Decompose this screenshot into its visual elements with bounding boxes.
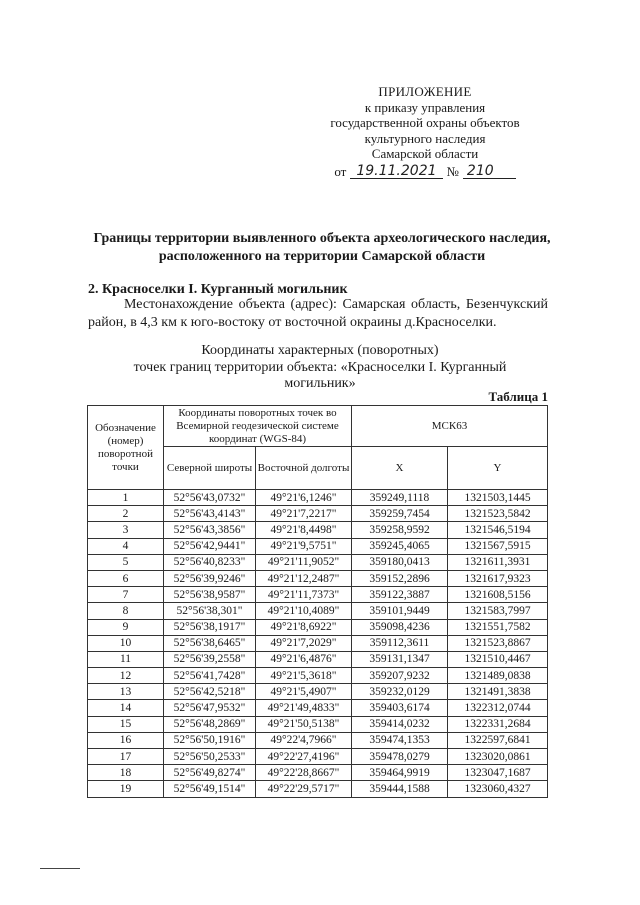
cell-north-latitude: 52°56'48,2869" [164,716,256,732]
cell-y: 1323060,4327 [448,781,548,797]
document-title-line: Границы территории выявленного объекта археологического наследия, [93,231,551,246]
appendix-title: ПРИЛОЖЕНИЕ [378,84,472,99]
table-row [88,716,548,732]
cell-y: 1321523,5842 [448,506,548,522]
cell-y: 1321551,7582 [448,619,548,635]
cell-point-number: 2 [88,506,164,522]
cell-east-longitude: 49°21'7,2029" [256,635,352,651]
table-row [88,587,548,603]
cell-x: 359122,3887 [352,587,448,603]
cell-north-latitude: 52°56'41,7428" [164,668,256,684]
cell-point-number: 1 [88,490,164,506]
cell-point-number: 19 [88,781,164,797]
document-title [62,230,582,266]
cell-point-number: 14 [88,700,164,716]
cell-x: 359403,6174 [352,700,448,716]
appendix-block [300,84,550,179]
cell-x: 359101,9449 [352,603,448,619]
cell-north-latitude: 52°56'42,5218" [164,684,256,700]
appendix-line: культурного наследия [364,130,486,146]
cell-east-longitude: 49°21'49,4833" [256,700,352,716]
document-title-line: расположенного на территории Самарской области [158,249,486,264]
cell-north-latitude: 52°56'50,1916" [164,732,256,748]
coordinates-caption-line: точек границ территории объекта: «Красноселки I. Курганный [133,359,507,375]
location-text: Местонахождение объекта (адрес): Самарская область, Безенчукский район, в 4,3 км к юго-востоку от восточной окраины д.Красноселки. [88,297,548,330]
cell-north-latitude: 52°56'43,3856" [164,522,256,538]
cell-point-number: 5 [88,554,164,570]
header-wgs84: Координаты поворотных точек во Всемирной геодезической системе координат (WGS-84) [164,406,352,447]
cell-point-number: 7 [88,587,164,603]
cell-point-number: 8 [88,603,164,619]
table-row [88,603,548,619]
table-row [88,651,548,667]
cell-point-number: 16 [88,732,164,748]
cell-north-latitude: 52°56'38,6465" [164,635,256,651]
cell-east-longitude: 49°22'4,7966" [256,732,352,748]
cell-east-longitude: 49°21'7,2217" [256,506,352,522]
cell-east-longitude: 49°21'5,3618" [256,668,352,684]
cell-x: 359152,2896 [352,570,448,586]
cell-y: 1321546,5194 [448,522,548,538]
header-designation: Обозначение (номер) поворотной точки [88,406,164,490]
cell-x: 359258,9592 [352,522,448,538]
cell-y: 1322312,0744 [448,700,548,716]
table-header-row [88,406,548,447]
table-body [88,490,548,798]
cell-north-latitude: 52°56'49,1514" [164,781,256,797]
cell-y: 1321611,3931 [448,554,548,570]
cell-point-number: 15 [88,716,164,732]
table-row [88,538,548,554]
appendix-line: государственной охраны объектов [330,115,520,130]
handwritten-number: 210 [463,164,516,179]
coordinates-caption-line: Координаты характерных (поворотных) [201,343,439,358]
cell-x: 359478,0279 [352,749,448,765]
table-row [88,749,548,765]
cell-x: 359464,9919 [352,765,448,781]
header-msk63: МСК63 [352,406,548,447]
cell-x: 359232,0129 [352,684,448,700]
table-row [88,554,548,570]
cell-east-longitude: 49°21'50,5138" [256,716,352,732]
cell-east-longitude: 49°21'11,9052" [256,554,352,570]
cell-point-number: 4 [88,538,164,554]
cell-x: 359180,0413 [352,554,448,570]
cell-point-number: 12 [88,668,164,684]
cell-east-longitude: 49°22'29,5717" [256,781,352,797]
cell-north-latitude: 52°56'42,9441" [164,538,256,554]
cell-point-number: 9 [88,619,164,635]
cell-y: 1322331,2684 [448,716,548,732]
cell-east-longitude: 49°21'6,1246" [256,490,352,506]
cell-point-number: 17 [88,749,164,765]
cell-east-longitude: 49°22'27,4196" [256,749,352,765]
cell-point-number: 11 [88,651,164,667]
cell-east-longitude: 49°21'12,2487" [256,570,352,586]
cell-north-latitude: 52°56'39,2558" [164,651,256,667]
cell-east-longitude: 49°21'8,6922" [256,619,352,635]
cell-east-longitude: 49°21'6,4876" [256,651,352,667]
cell-y: 1321617,9323 [448,570,548,586]
cell-x: 359245,4065 [352,538,448,554]
appendix-line: к приказу управления [364,99,486,115]
cell-y: 1321583,7997 [448,603,548,619]
header-y: Y [448,447,548,490]
table-row [88,506,548,522]
number-prefix: № [446,163,459,179]
cell-y: 1321567,5915 [448,538,548,554]
location-paragraph [88,296,548,331]
table-row [88,635,548,651]
cell-east-longitude: 49°21'11,7373" [256,587,352,603]
cell-east-longitude: 49°21'9,5751" [256,538,352,554]
cell-x: 359098,4236 [352,619,448,635]
cell-y: 1321503,1445 [448,490,548,506]
coordinates-table [87,405,548,798]
table-row [88,781,548,797]
cell-y: 1323047,1687 [448,765,548,781]
cell-north-latitude: 52°56'43,4143" [164,506,256,522]
table-row [88,765,548,781]
cell-x: 359112,3611 [352,635,448,651]
cell-north-latitude: 52°56'38,301" [164,603,256,619]
cell-north-latitude: 52°56'43,0732" [164,490,256,506]
footer-divider [40,868,80,869]
cell-north-latitude: 52°56'47,9532" [164,700,256,716]
table-row [88,668,548,684]
table-row [88,490,548,506]
coordinates-caption-line: могильник» [284,376,356,391]
date-prefix: от [334,163,347,179]
cell-y: 1321523,8867 [448,635,548,651]
cell-y: 1321491,3838 [448,684,548,700]
cell-y: 1321510,4467 [448,651,548,667]
section-heading: 2. Красноселки I. Курганный могильник [88,282,348,297]
cell-east-longitude: 49°21'5,4907" [256,684,352,700]
handwritten-date: 19.11.2021 [350,164,442,179]
cell-point-number: 18 [88,765,164,781]
cell-x: 359414,0232 [352,716,448,732]
table-row [88,732,548,748]
cell-east-longitude: 49°21'10,4089" [256,603,352,619]
table-row [88,619,548,635]
cell-x: 359249,1118 [352,490,448,506]
cell-x: 359207,9232 [352,668,448,684]
cell-north-latitude: 52°56'50,2533" [164,749,256,765]
table-row [88,570,548,586]
cell-y: 1322597,6841 [448,732,548,748]
table-row [88,522,548,538]
header-east-longitude: Восточной долготы [256,447,352,490]
cell-x: 359131,1347 [352,651,448,667]
cell-east-longitude: 49°21'8,4498" [256,522,352,538]
cell-y: 1323020,0861 [448,749,548,765]
cell-east-longitude: 49°22'28,8667" [256,765,352,781]
cell-north-latitude: 52°56'38,9587" [164,587,256,603]
cell-y: 1321489,0838 [448,668,548,684]
table-row [88,700,548,716]
cell-north-latitude: 52°56'40,8233" [164,554,256,570]
cell-x: 359444,1588 [352,781,448,797]
cell-x: 359474,1353 [352,732,448,748]
cell-x: 359259,7454 [352,506,448,522]
cell-point-number: 13 [88,684,164,700]
header-north-latitude: Северной широты [164,447,256,490]
appendix-line: Самарской области [371,146,479,161]
header-x: X [352,447,448,490]
cell-y: 1321608,5156 [448,587,548,603]
cell-north-latitude: 52°56'39,9246" [164,570,256,586]
coordinates-caption [100,343,540,393]
cell-point-number: 10 [88,635,164,651]
table-label: Таблица 1 [488,389,548,404]
table-row [88,684,548,700]
cell-point-number: 6 [88,570,164,586]
cell-point-number: 3 [88,522,164,538]
cell-north-latitude: 52°56'38,1917" [164,619,256,635]
cell-north-latitude: 52°56'49,8274" [164,765,256,781]
appendix-date-line [300,164,550,180]
